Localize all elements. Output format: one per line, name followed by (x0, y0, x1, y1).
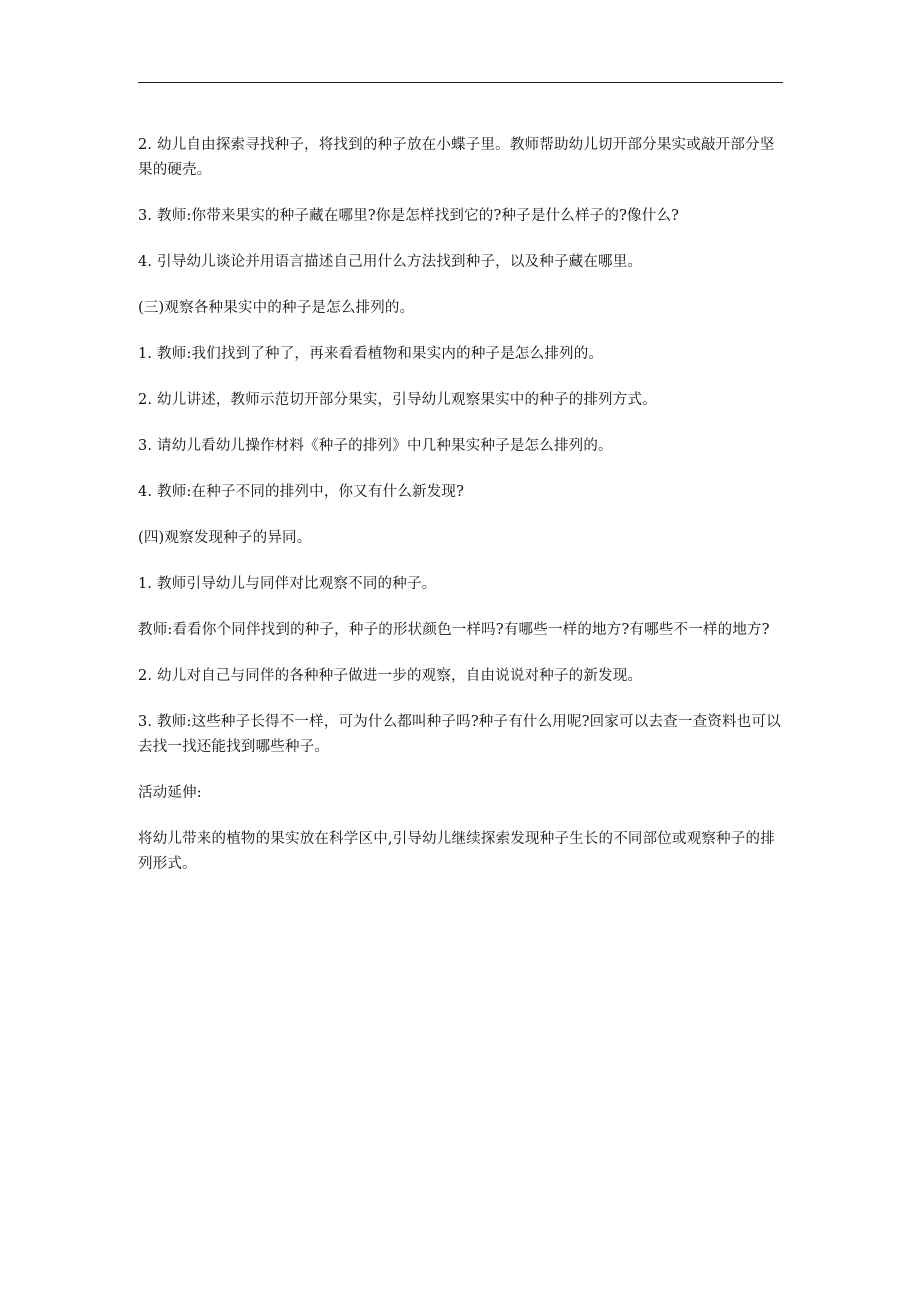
paragraph: 2. 幼儿自由探索寻找种子，将找到的种子放在小蝶子里。教师帮助幼儿切开部分果实或敲开部分坚果的硬壳。 (138, 137, 775, 178)
paragraph: 4. 教师:在种子不同的排列中，你又有什么新发现? (138, 484, 465, 500)
paragraph: 将幼儿带来的植物的果实放在科学区中,引导幼儿继续探索发现种子生长的不同部位或观察种子的排列形式。 (138, 831, 775, 872)
header-rule (138, 82, 783, 83)
paragraph: 3. 请幼儿看幼儿操作材料《种子的排列》中几种果实种子是怎么排列的。 (138, 438, 613, 454)
section-heading: (三)观察各种果实中的种子是怎么排列的。 (138, 300, 415, 316)
paragraph: 4. 引导幼儿谈论并用语言描述自己用什么方法找到种子，以及种子藏在哪里。 (138, 254, 643, 270)
document-body (138, 133, 788, 877)
paragraph: 2. 幼儿对自己与同伴的各种种子做进一步的观察，自由说说对种子的新发现。 (138, 668, 643, 684)
section-heading: 活动延伸: (138, 785, 202, 801)
paragraph: 1. 教师:我们找到了种了，再来看看植物和果实内的种子是怎么排列的。 (138, 346, 604, 362)
section-heading: (四)观察发现种子的异同。 (138, 530, 312, 546)
paragraph: 3. 教师:你带来果实的种子藏在哪里?你是怎样找到它的?种子是什么样子的?像什么? (138, 208, 680, 224)
paragraph: 3. 教师:这些种子长得不一样，可为什么都叫种子吗?种子有什么用呢?回家可以去查一查资料也可以去找一找还能找到哪些种子。 (138, 714, 781, 755)
paragraph: 教师:看看你个同伴找到的种子，种子的形状颜色一样吗?有哪些一样的地方?有哪些不一样的地方? (138, 622, 770, 638)
paragraph: 2. 幼儿讲述，教师示范切开部分果实，引导幼儿观察果实中的种子的排列方式。 (138, 392, 657, 408)
paragraph: 1. 教师引导幼儿与同伴对比观察不同的种子。 (138, 576, 437, 592)
